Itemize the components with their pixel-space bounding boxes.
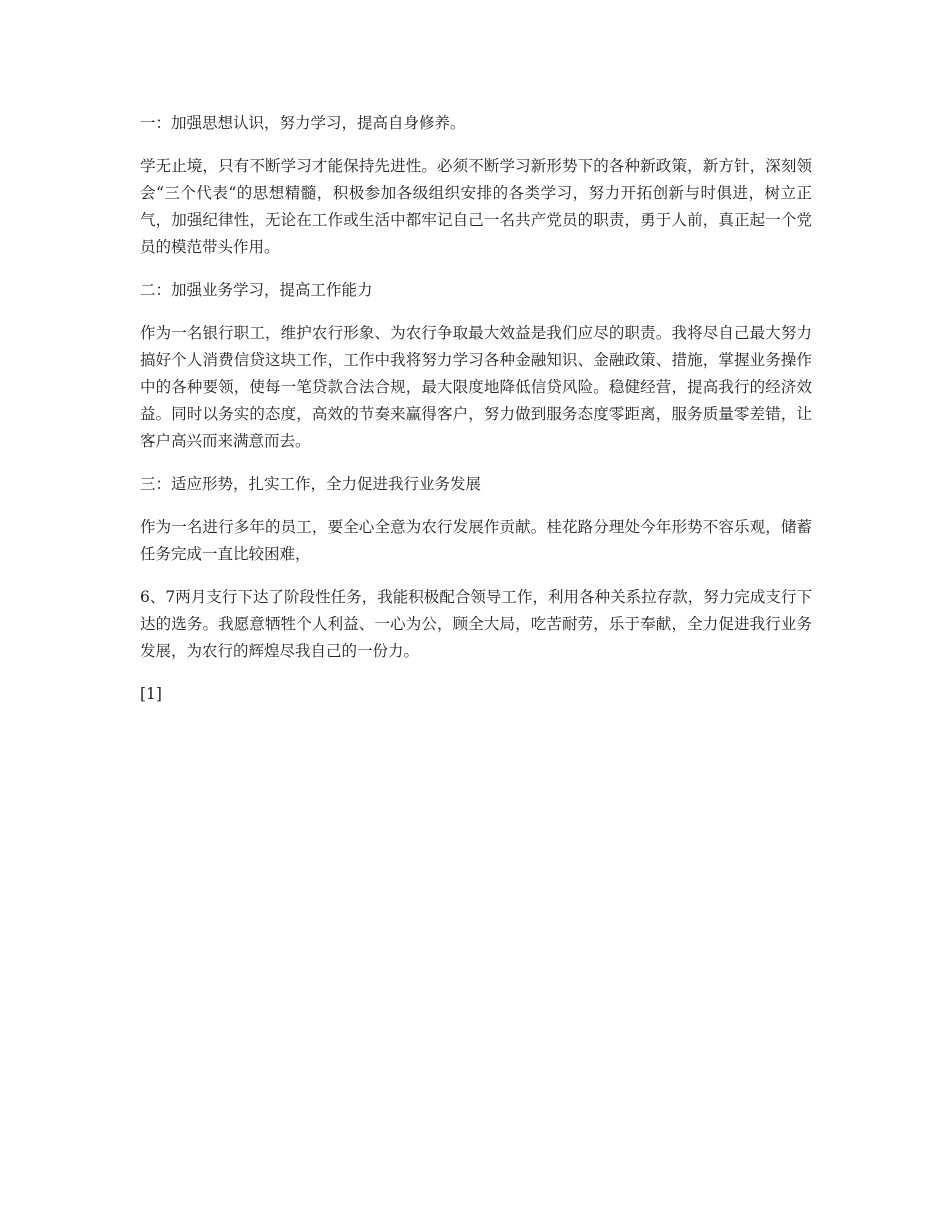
paragraph-4: 6、7两月支行下达了阶段性任务，我能积极配合领导工作，利用各种关系拉存款，努力完成支行下达的选务。我愿意牺牲个人利益、一心为公，顾全大局，吃苦耐劳，乐于奉献，全力促进我行业务发展，为农行的辉煌尽我自己的一份力。 [140,588,812,660]
paragraph-1: 学无止境，只有不断学习才能保持先进性。必须不断学习新形势下的各种新政策，新方针，深刻领会“三个代表“的思想精髓，积极参加各级组织安排的各类学习，努力开拓创新与时俱进，树立正气，加强纪律性，无论在工作或生活中都牢记自己一名共产党员的职责，勇于人前，真正起一个党员的模范带头作用。 [140,157,812,256]
document-body [140,110,812,708]
paragraph-2: 作为一名银行职工，维护农行形象、为农行争取最大效益是我们应尽的职责。我将尽自己最大努力搞好个人消费信贷这块工作，工作中我将努力学习各种金融知识、金融政策、措施，掌握业务操作中的各种要领，使每一笔贷款合法合规，最大限度地降低信贷风险。稳健经营，提高我行的经济效益。同时以务实的态度，高效的节奏来赢得客户，努力做到服务态度零距离，服务质量零差错，让客户高兴而来满意而去。 [140,324,812,450]
section-heading-2: 二：加强业务学习，提高工作能力 [140,281,373,299]
paragraph-3: 作为一名进行多年的员工，要全心全意为农行发展作贡献。桂花路分理处今年形势不容乐观，储蓄任务完成一直比较困难， [140,518,812,563]
section-heading-1: 一：加强思想认识，努力学习，提高自身修养。 [140,114,466,132]
section-heading-3: 三：适应形势，扎实工作，全力促进我行业务发展 [140,475,482,493]
reference-marker: [1] [140,685,162,703]
